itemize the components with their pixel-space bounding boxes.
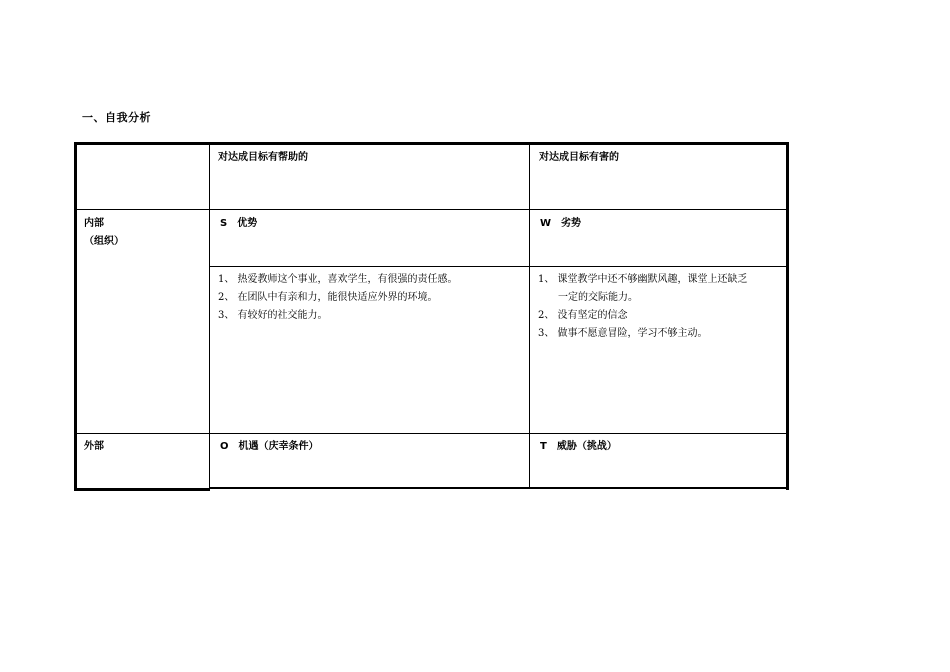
strength-item: 1、 热爱教师这个事业，喜欢学生，有很强的责任感。	[218, 274, 458, 285]
row-label-internal-line2: （组织）	[84, 236, 124, 247]
table-divider-row2	[210, 266, 787, 267]
table-border-left	[74, 142, 77, 491]
weakness-item: 3、 做事不愿意冒险，学习不够主动。	[538, 328, 708, 339]
strengths-list	[218, 271, 458, 325]
table-divider-col2	[529, 144, 530, 487]
weakness-item: 1、 课堂教学中还不够幽默风趣，课堂上还缺乏	[538, 274, 748, 285]
weaknesses-list	[538, 271, 748, 343]
table-border-bottom-left	[74, 488, 210, 491]
weakness-item: 2、 没有坚定的信念	[538, 310, 628, 321]
row-label-internal	[84, 215, 124, 251]
table-divider-row1	[76, 209, 787, 210]
table-border-bottom-right	[210, 487, 789, 489]
strengths-heading: S 优势	[220, 218, 258, 229]
header-harmful: 对达成目标有害的	[539, 152, 619, 163]
weaknesses-heading: W 劣势	[540, 218, 582, 229]
table-divider-col1	[209, 144, 210, 490]
opportunities-heading: O 机遇（庆幸条件）	[220, 441, 319, 452]
strength-item: 3、 有较好的社交能力。	[218, 310, 328, 321]
table-divider-row3	[76, 433, 787, 434]
weakness-item-continuation: 一定的交际能力。	[558, 292, 638, 303]
table-border-top	[74, 142, 789, 145]
row-label-external: 外部	[84, 441, 104, 452]
table-border-right	[786, 142, 789, 490]
header-helpful: 对达成目标有帮助的	[218, 152, 308, 163]
row-label-internal-line1: 内部	[84, 218, 104, 229]
strength-item: 2、 在团队中有亲和力，能很快适应外界的环境。	[218, 292, 438, 303]
section-title: 一、自我分析	[82, 111, 151, 124]
threats-heading: T 威胁（挑战）	[540, 441, 617, 452]
